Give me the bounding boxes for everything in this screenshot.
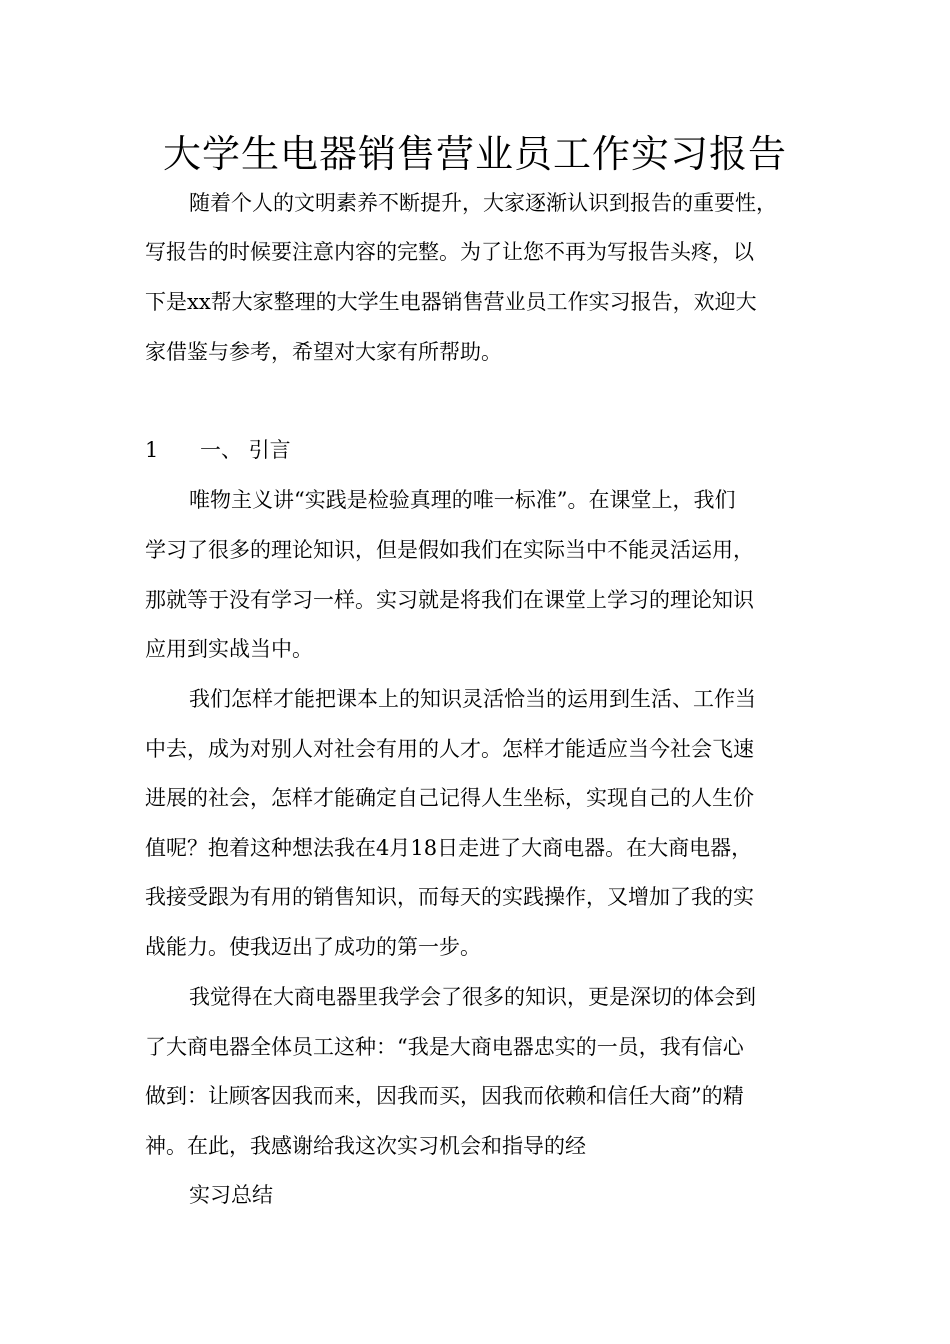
para3-line-2: 了大商电器全体员工这种：“我是大商电器忠实的一员，我有信心 [145, 1035, 744, 1059]
intro-line-2: 写报告的时候要注意内容的完整。为了让您不再为写报告头疼，以 [145, 240, 754, 264]
para1-line-1: 唯物主义讲“实践是检验真理的唯一标准”。在课堂上，我们 [189, 488, 736, 512]
para2-line-3: 进展的社会，怎样才能确定自己记得人生坐标，实现自己的人生价 [145, 786, 754, 810]
section-number: 1 [145, 438, 159, 462]
intro-line-1: 随着个人的文明素养不断提升，大家逐渐认识到报告的重要性， [189, 191, 777, 215]
section-title: 一、 引言 [200, 438, 291, 462]
para2-line-6: 战能力。使我迈出了成功的第一步。 [145, 935, 481, 959]
para1-line-4: 应用到实战当中。 [145, 637, 313, 661]
para3-line-3: 做到：让顾客因我而来，因我而买，因我而依赖和信任大商”的精 [145, 1084, 744, 1108]
para1-line-2: 学习了很多的理论知识，但是假如我们在实际当中不能灵活运用， [145, 538, 754, 562]
closing-heading: 实习总结 [189, 1183, 273, 1207]
intro-line-4: 家借鉴与参考，希望对大家有所帮助。 [145, 340, 502, 364]
document-title: 大学生电器销售营业员工作实习报告 [162, 132, 787, 176]
para2-line-5: 我接受跟为有用的销售知识，而每天的实践操作，又增加了我的实 [145, 885, 754, 909]
intro-line-3: 下是xx帮大家整理的大学生电器销售营业员工作实习报告，欢迎大 [145, 290, 757, 314]
para2-line-1: 我们怎样才能把课本上的知识灵活恰当的运用到生活、工作当 [189, 687, 756, 711]
para3-line-1: 我觉得在大商电器里我学会了很多的知识，更是深切的体会到 [189, 985, 756, 1009]
para3-line-4: 神。在此，我感谢给我这次实习机会和指导的经 [145, 1134, 586, 1158]
para1-line-3: 那就等于没有学习一样。实习就是将我们在课堂上学习的理论知识 [145, 588, 754, 612]
para2-line-4: 值呢？抱着这种想法我在4月18日走进了大商电器。在大商电器， [145, 836, 753, 860]
para2-line-2: 中去，成为对别人对社会有用的人才。怎样才能适应当今社会飞速 [145, 737, 754, 761]
